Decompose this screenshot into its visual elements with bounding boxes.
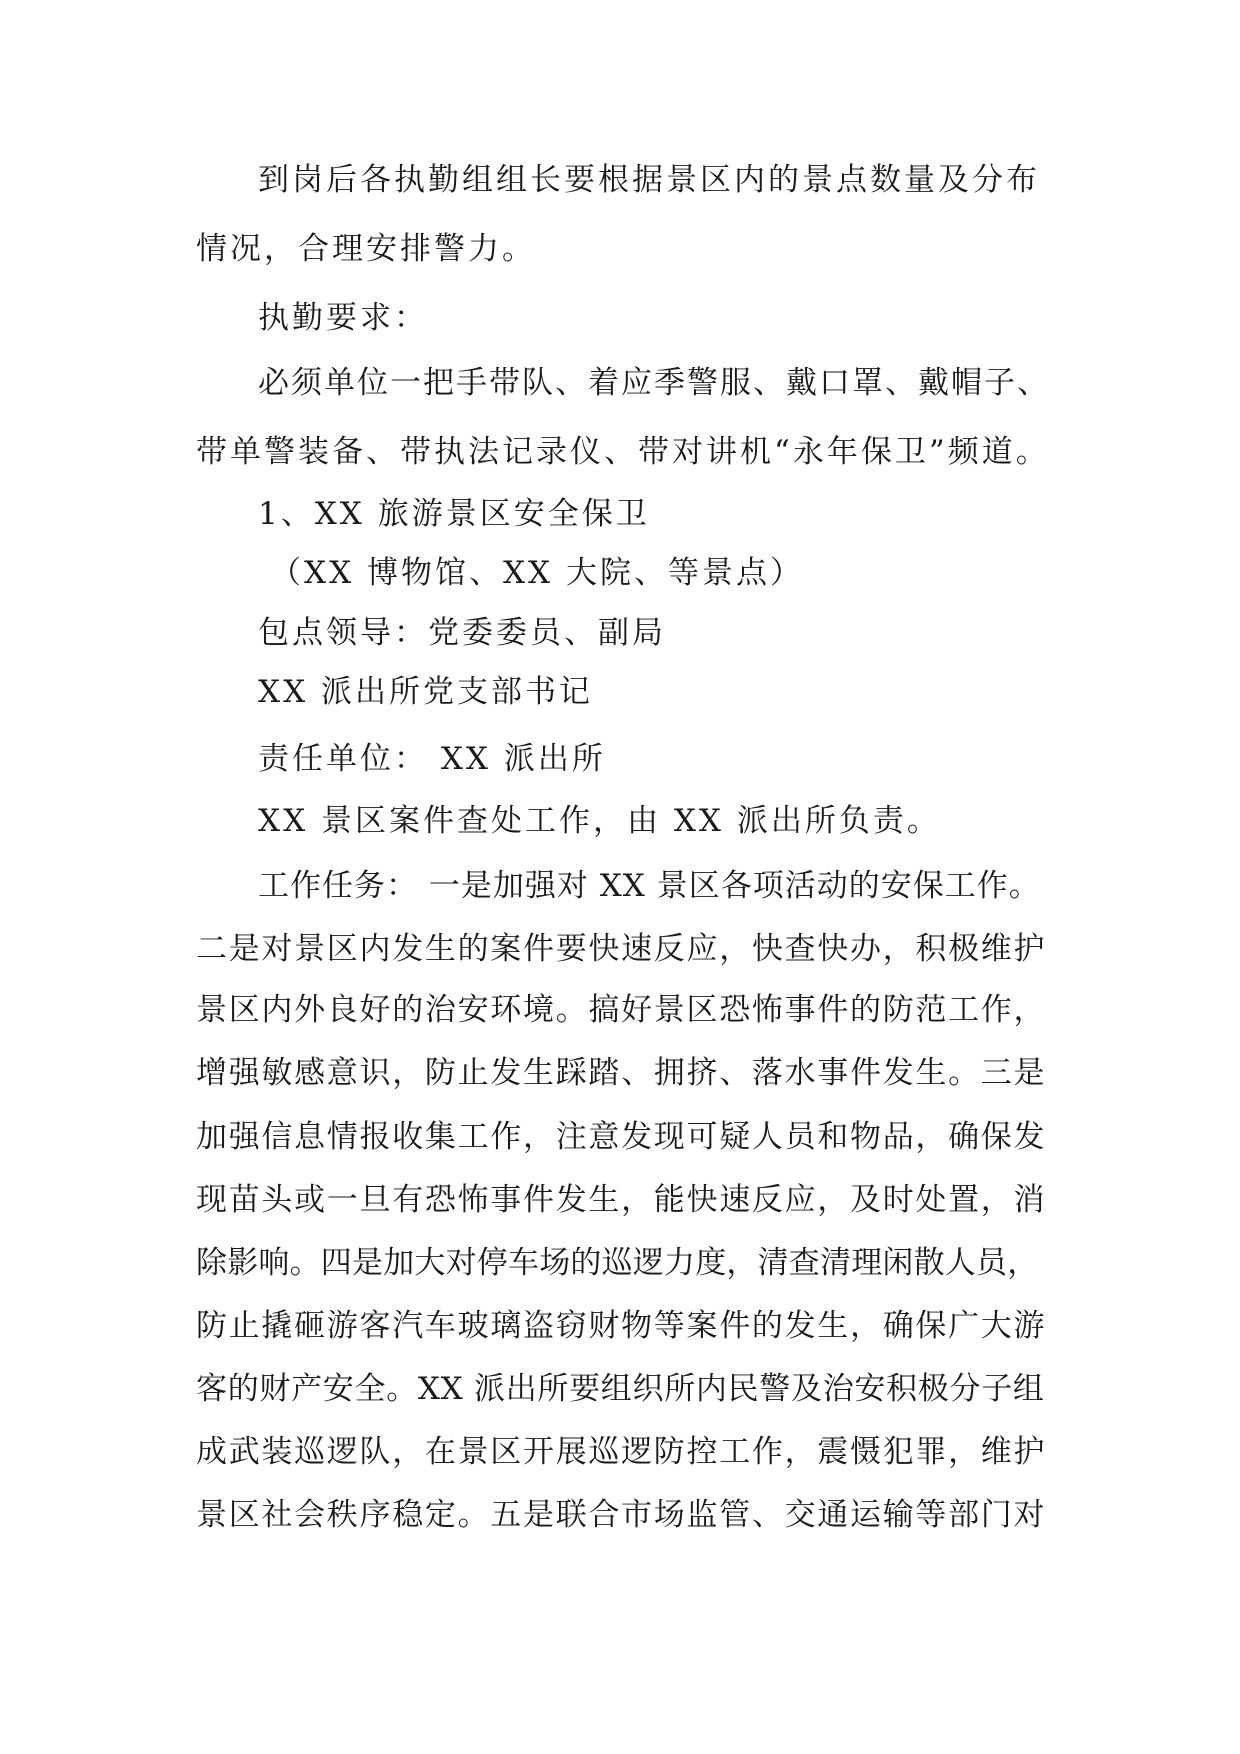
task-heading-line: 工作任务： 一是加强对 XX 景区各项活动的安保工作。 bbox=[258, 868, 1041, 904]
paragraph-line: 客的财产安全。XX 派出所要组织所内民警及治安积极分子组 bbox=[196, 1371, 1045, 1407]
paragraph-line: 加强信息情报收集工作，注意发现可疑人员和物品，确保发 bbox=[196, 1119, 1047, 1155]
paragraph-line: 带单警装备、带执法记录仪、带对讲机“永年保卫”频道。 bbox=[196, 434, 1050, 470]
scope-note: （XX 博物馆、XX 大院、等景点） bbox=[270, 555, 804, 591]
paragraph-line: 成武装巡逻队，在景区开展巡逻防控工作，震慑犯罪，维护 bbox=[196, 1434, 1047, 1470]
paragraph-line: 现苗头或一旦有恐怖事件发生，能快速反应，及时处置，消 bbox=[196, 1182, 1047, 1218]
paragraph-line: 到岗后各执勤组组长要根据景区内的景点数量及分布 bbox=[258, 162, 1040, 198]
section-heading: 执勤要求： bbox=[258, 300, 428, 336]
paragraph-line: 增强敏感意识，防止发生踩踏、拥挤、落水事件发生。三是 bbox=[196, 1055, 1047, 1091]
paragraph-line: 防止撬砸游客汽车玻璃盗窃财物等案件的发生，确保广大游 bbox=[196, 1308, 1047, 1344]
paragraph-line: 除影响。四是加大对停车场的巡逻力度，清查清理闲散人员， bbox=[196, 1245, 1039, 1281]
paragraph-line: 景区内外良好的治安环境。搞好景区恐怖事件的防范工作， bbox=[196, 992, 1047, 1028]
leader-line: 包点领导：党委委员、副局 bbox=[258, 615, 666, 651]
leader-line: XX 派出所党支部书记 bbox=[258, 674, 593, 710]
paragraph-line: 情况，合理安排警力。 bbox=[196, 231, 536, 267]
responsible-unit-line: 责任单位： XX 派出所 bbox=[258, 741, 606, 777]
item-heading: 1、XX 旅游景区安全保卫 bbox=[258, 496, 650, 532]
paragraph-line: XX 景区案件查处工作，由 XX 派出所负责。 bbox=[258, 803, 941, 839]
paragraph-line: 二是对景区内发生的案件要快速反应，快查快办，积极维护 bbox=[196, 931, 1047, 967]
paragraph-line: 景区社会秩序稳定。五是联合市场监管、交通运输等部门对 bbox=[196, 1497, 1047, 1533]
paragraph-line: 必须单位一把手带队、着应季警服、戴口罩、戴帽子、 bbox=[258, 365, 1050, 401]
